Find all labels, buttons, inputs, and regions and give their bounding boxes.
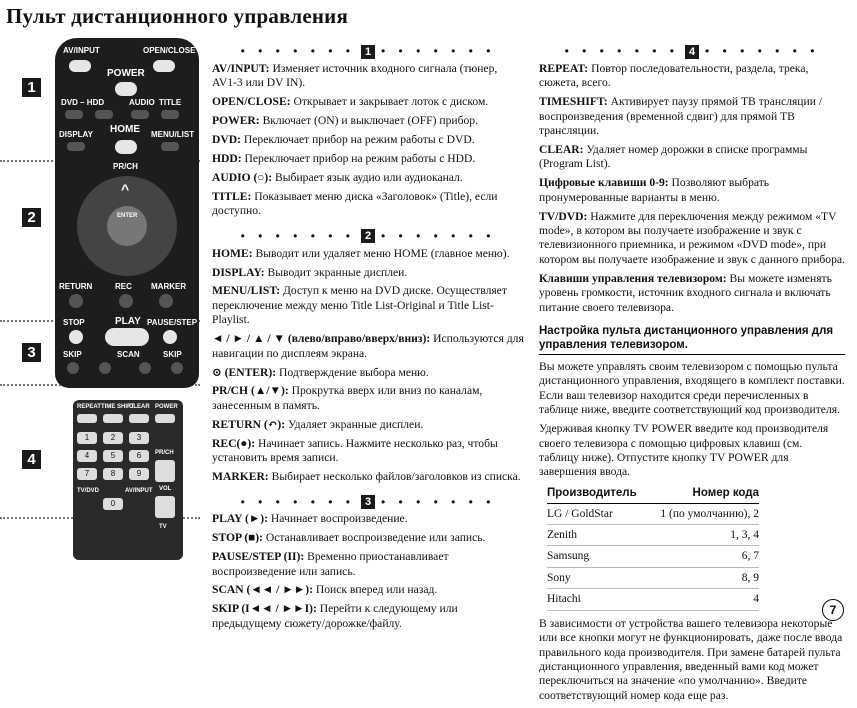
- digit-1-button[interactable]: 1: [77, 432, 97, 444]
- item-text: Показывает меню диска «Заголовок» (Title), если доступно.: [212, 189, 498, 218]
- table-header-manufacturer: Производитель: [547, 484, 648, 503]
- menu-list-button[interactable]: [161, 142, 179, 151]
- item-text: Выводит экранные дисплеи.: [264, 265, 408, 279]
- item-text: Позволяют выбрать пронумерованные варианты в меню.: [539, 176, 770, 204]
- table-row: [547, 589, 759, 610]
- tv-power-button[interactable]: [155, 414, 175, 423]
- item-text: Активирует паузу прямой ТВ трансляции / воспроизведения (временной сдвиг) для прямой ТВ трансляции.: [539, 95, 823, 138]
- manufacturer-cell: Zenith: [547, 525, 648, 546]
- section-number: 2: [361, 229, 375, 243]
- description-item: [212, 531, 524, 545]
- section-header-3: • • • • • • • 3 • • • • • • •: [240, 494, 496, 509]
- item-text: Изменяет источник входного сигнала (тюнер, AV1-3 или DV IN).: [212, 62, 498, 90]
- item-text: Начинает воспроизведение.: [268, 512, 408, 526]
- description-item: [212, 384, 524, 413]
- item-text: Доступ к меню на DVD диске. Осуществляет переключение между меню Title List-Original и Title List-Playlist.: [212, 284, 507, 327]
- item-text: Выбирает несколько файлов/заголовков из списка.: [268, 469, 521, 483]
- section3-list: [212, 512, 524, 631]
- audio-button[interactable]: [131, 110, 149, 119]
- item-text: Временно приостанавливает воспроизведение или запись.: [212, 550, 449, 578]
- code-cell: 6, 7: [648, 546, 759, 567]
- digit-5-button[interactable]: 5: [103, 450, 123, 462]
- item-label: TITLE:: [212, 189, 252, 203]
- item-text: Останавливает воспроизведение или запись.: [262, 531, 486, 545]
- item-label: MARKER:: [212, 469, 269, 483]
- item-text: Нажмите для переключения между режимом «TV mode», в котором вы получаете изображение и звук с телевизионного приемника, и режимом «DVD mode», при котором вы получаете изображение и звук с данного прибора.: [539, 209, 845, 266]
- item-label: Клавиши управления телевизором:: [539, 271, 727, 285]
- item-label: Цифровые клавиши 0-9:: [539, 176, 669, 190]
- description-item: [212, 95, 524, 109]
- page-title: Пульт дистанционного управления: [6, 4, 349, 28]
- item-label: ◄ / ► / ▲ / ▼ (влево/вправо/вверх/вниз):: [212, 332, 431, 346]
- up-arrow-icon: ^: [121, 181, 130, 197]
- item-label: HOME:: [212, 246, 253, 260]
- description-item: [212, 114, 524, 128]
- description-item: [212, 437, 524, 466]
- code-cell: 4: [648, 589, 759, 610]
- description-item: [212, 583, 524, 597]
- item-text: Выводит или удаляет меню HOME (главное меню).: [252, 246, 510, 260]
- description-item: [539, 143, 845, 172]
- tv-power-label: POWER: [155, 404, 178, 410]
- right-column: [539, 44, 845, 708]
- description-item: [212, 550, 524, 579]
- item-label: REPEAT:: [539, 62, 589, 75]
- description-item: [212, 190, 524, 219]
- description-item: [212, 284, 524, 327]
- play-button[interactable]: [105, 328, 149, 346]
- stop-label: STOP: [63, 318, 85, 327]
- manufacturer-cell: Hitachi: [547, 589, 648, 610]
- item-label: DISPLAY:: [212, 265, 265, 279]
- clear-button[interactable]: [129, 414, 149, 423]
- tv-prch-label: PR/CH: [155, 450, 174, 456]
- page-number: 7: [822, 599, 844, 621]
- enter-button[interactable]: [107, 206, 147, 246]
- table-row: [547, 503, 759, 524]
- item-text: Переключает прибор на режим работы с HDD.: [241, 152, 476, 166]
- item-label: SKIP (I◄◄ / ►►I):: [212, 602, 317, 616]
- item-label: POWER:: [212, 114, 260, 128]
- scan-label: SCAN: [117, 350, 140, 359]
- item-label: TIMESHIFT:: [539, 95, 608, 109]
- digit-0-button[interactable]: 0: [103, 498, 123, 510]
- item-label: TV/DVD:: [539, 209, 588, 223]
- digit-8-button[interactable]: 8: [103, 468, 123, 480]
- description-item: [539, 176, 845, 205]
- tv-vol-rocker[interactable]: [155, 496, 175, 518]
- remote-illustration: [55, 38, 199, 626]
- pause-step-label: PAUSE/STEP: [147, 318, 198, 327]
- power-label: POWER: [107, 68, 145, 79]
- title-button[interactable]: [161, 110, 179, 119]
- section-number: 1: [361, 45, 375, 59]
- home-button[interactable]: [115, 140, 137, 154]
- item-text: Открывает и закрывает лоток с диском.: [290, 95, 489, 109]
- description-item: [212, 247, 524, 261]
- pause-step-button[interactable]: [163, 330, 177, 344]
- marker-label: MARKER: [151, 282, 187, 291]
- menu-list-label: MENU/LIST: [151, 130, 195, 139]
- enter-label: ENTER: [117, 213, 138, 219]
- title-label: TITLE: [159, 98, 182, 107]
- item-text: Начинает запись. Нажмите несколько раз, чтобы установить время записи.: [212, 436, 498, 465]
- tv-setup-note: В зависимости от устройства вашего телевизора некоторые или все кнопки могут не функционировать, даже после ввода правильного кода производителя. При замене батарей пульта дистанционного управления, введенный вами код может переключиться на значение «по умолчанию». Введите соответствующий номер кода еще раз.: [539, 616, 843, 702]
- rec-label: REC: [115, 282, 132, 291]
- item-text: Поиск вперед или назад.: [312, 583, 438, 597]
- table-row: [547, 546, 759, 567]
- item-label: SCAN (◄◄ / ►►):: [212, 583, 313, 597]
- skip-right-label: SKIP: [163, 350, 182, 359]
- item-label: HDD:: [212, 152, 242, 166]
- item-label: OPEN/CLOSE:: [212, 95, 291, 109]
- item-label: AV/INPUT:: [212, 62, 270, 75]
- section2-list: [212, 247, 524, 485]
- section4-list: [539, 62, 845, 315]
- open-close-button[interactable]: [153, 60, 175, 72]
- description-item: [212, 470, 524, 484]
- description-item: [212, 602, 524, 631]
- skip-forward-button[interactable]: [171, 362, 183, 374]
- prch-label: PR/CH: [113, 162, 138, 171]
- section-tab-4: 4: [22, 450, 41, 469]
- rec-button[interactable]: [119, 294, 133, 308]
- tv-setup-instructions: Удерживая кнопку TV POWER введите код производителя своего телевизора с помощью цифровых клавиш (см. таблицу ниже). Отпустите кнопку TV POWER для завершения ввода.: [539, 422, 829, 479]
- item-text: Перейти к следующему или предыдущему сюжету/дорожке/файлу.: [212, 602, 458, 630]
- item-text: Удаляет номер дорожки в списке программы (Program List).: [539, 143, 808, 171]
- item-text: Повтор последовательности, раздела, трека, сюжета, всего.: [539, 62, 809, 90]
- item-text: Включает (ON) и выключает (OFF) прибор.: [259, 114, 478, 128]
- section-tab-3: 3: [22, 343, 41, 362]
- description-item: [539, 272, 845, 315]
- repeat-label: REPEAT: [77, 404, 101, 410]
- tv-prch-rocker[interactable]: [155, 460, 175, 482]
- dvd-hdd-label: DVD – HDD: [61, 98, 105, 107]
- tv-setup-intro: Вы можете управлять своим телевизором с помощью пульта дистанционного управления, входящего в комплект поставки. Если ваш телевизор находится среди перечисленных в таблице ниже, введите соответствующий код производителя.: [539, 360, 845, 417]
- manufacturer-cell: LG / GoldStar: [547, 503, 648, 524]
- item-label: ⊙ (ENTER):: [212, 365, 277, 379]
- table-row: [547, 525, 759, 546]
- return-button[interactable]: [69, 294, 83, 308]
- timeshift-label: TIME SHIFT: [101, 404, 135, 410]
- skip-back-button[interactable]: [67, 362, 79, 374]
- code-cell: 8, 9: [648, 567, 759, 588]
- section-header-2: • • • • • • • 2 • • • • • • •: [240, 228, 496, 243]
- hdd-button[interactable]: [95, 110, 113, 119]
- repeat-button[interactable]: [77, 414, 97, 423]
- description-item: [212, 418, 524, 432]
- tv-vol-label: VOL: [159, 486, 172, 492]
- manufacturer-code-table: [547, 484, 759, 610]
- tv-label: TV: [159, 524, 167, 530]
- scan-forward-button[interactable]: [139, 362, 151, 374]
- item-text: Выбирает язык аудио или аудиоканал.: [272, 170, 463, 184]
- item-label: REC(●):: [212, 436, 256, 450]
- description-item: [539, 95, 845, 138]
- code-cell: 1 (по умолчанию), 2: [648, 503, 759, 524]
- section-tab-2: 2: [22, 208, 41, 227]
- digit-4-button[interactable]: 4: [77, 450, 97, 462]
- skip-left-label: SKIP: [63, 350, 82, 359]
- description-item: [212, 62, 524, 91]
- code-cell: 1, 3, 4: [648, 525, 759, 546]
- item-text: Используются для навигации по дисплеям экрана.: [212, 332, 524, 360]
- scan-back-button[interactable]: [99, 362, 111, 374]
- item-label: DVD:: [212, 133, 241, 147]
- manufacturer-cell: Sony: [547, 567, 648, 588]
- digit-2-button[interactable]: 2: [103, 432, 123, 444]
- item-label: MENU/LIST:: [212, 284, 281, 298]
- av-input-label: AV/INPUT: [63, 46, 100, 55]
- item-label: PAUSE/STEP (II):: [212, 550, 305, 564]
- description-item: [212, 266, 524, 280]
- digit-3-button[interactable]: 3: [129, 432, 149, 444]
- item-label: CLEAR:: [539, 143, 584, 157]
- description-item: [212, 152, 524, 166]
- table-header-code: Номер кода: [648, 484, 759, 503]
- description-item: [212, 133, 524, 147]
- tv-setup-heading: Настройка пульта дистанционного управления для управления телевизором.: [539, 325, 845, 355]
- item-label: RETURN (↶):: [212, 417, 286, 431]
- open-close-label: OPEN/CLOSE: [143, 46, 196, 55]
- section-number: 4: [685, 45, 699, 59]
- item-label: STOP (■):: [212, 531, 263, 545]
- item-text: Переключает прибор на режим работы с DVD.: [240, 133, 475, 147]
- tv-avinput-label: AV/INPUT: [125, 488, 153, 494]
- dvd-button[interactable]: [65, 110, 83, 119]
- item-text: Подтверждение выбора меню.: [276, 365, 429, 379]
- clear-label: CLEAR: [129, 404, 150, 410]
- audio-label: AUDIO: [129, 98, 155, 107]
- manufacturer-cell: Samsung: [547, 546, 648, 567]
- section-tab-1: 1: [22, 78, 41, 97]
- description-item: [539, 210, 845, 268]
- digit-9-button[interactable]: 9: [129, 468, 149, 480]
- section-number: 3: [361, 495, 375, 509]
- description-item: [212, 171, 524, 185]
- digit-6-button[interactable]: 6: [129, 450, 149, 462]
- item-text: Вы можете изменять уровень громкости, источник входного сигнала и включать питание своего телевизора.: [539, 271, 832, 314]
- power-button[interactable]: [115, 82, 137, 96]
- middle-column: [212, 44, 524, 636]
- play-label: PLAY: [115, 316, 141, 327]
- item-label: AUDIO (○):: [212, 170, 273, 184]
- item-label: PLAY (►):: [212, 512, 269, 526]
- item-text: Удаляет экранные дисплеи.: [285, 417, 424, 431]
- section1-list: [212, 62, 524, 219]
- return-label: RETURN: [59, 282, 93, 291]
- stop-button[interactable]: [69, 330, 83, 344]
- item-text: Прокрутка вверх или вниз по каналам, занесенным в память.: [212, 384, 483, 412]
- tv-dvd-label: TV/DVD: [77, 488, 100, 494]
- section-header-1: • • • • • • • 1 • • • • • • •: [240, 44, 496, 59]
- item-label: PR/CH (▲/▼):: [212, 384, 289, 398]
- table-row: [547, 567, 759, 588]
- home-label: HOME: [110, 124, 140, 135]
- description-item: [212, 512, 524, 526]
- description-item: [212, 332, 524, 361]
- description-item: [539, 62, 845, 91]
- display-label: DISPLAY: [59, 130, 93, 139]
- av-input-button[interactable]: [69, 60, 91, 72]
- digit-7-button[interactable]: 7: [77, 468, 97, 480]
- description-item: [212, 366, 524, 380]
- marker-button[interactable]: [159, 294, 173, 308]
- timeshift-button[interactable]: [103, 414, 123, 423]
- display-button[interactable]: [67, 142, 85, 151]
- section-header-4: • • • • • • • 4 • • • • • • •: [564, 44, 820, 59]
